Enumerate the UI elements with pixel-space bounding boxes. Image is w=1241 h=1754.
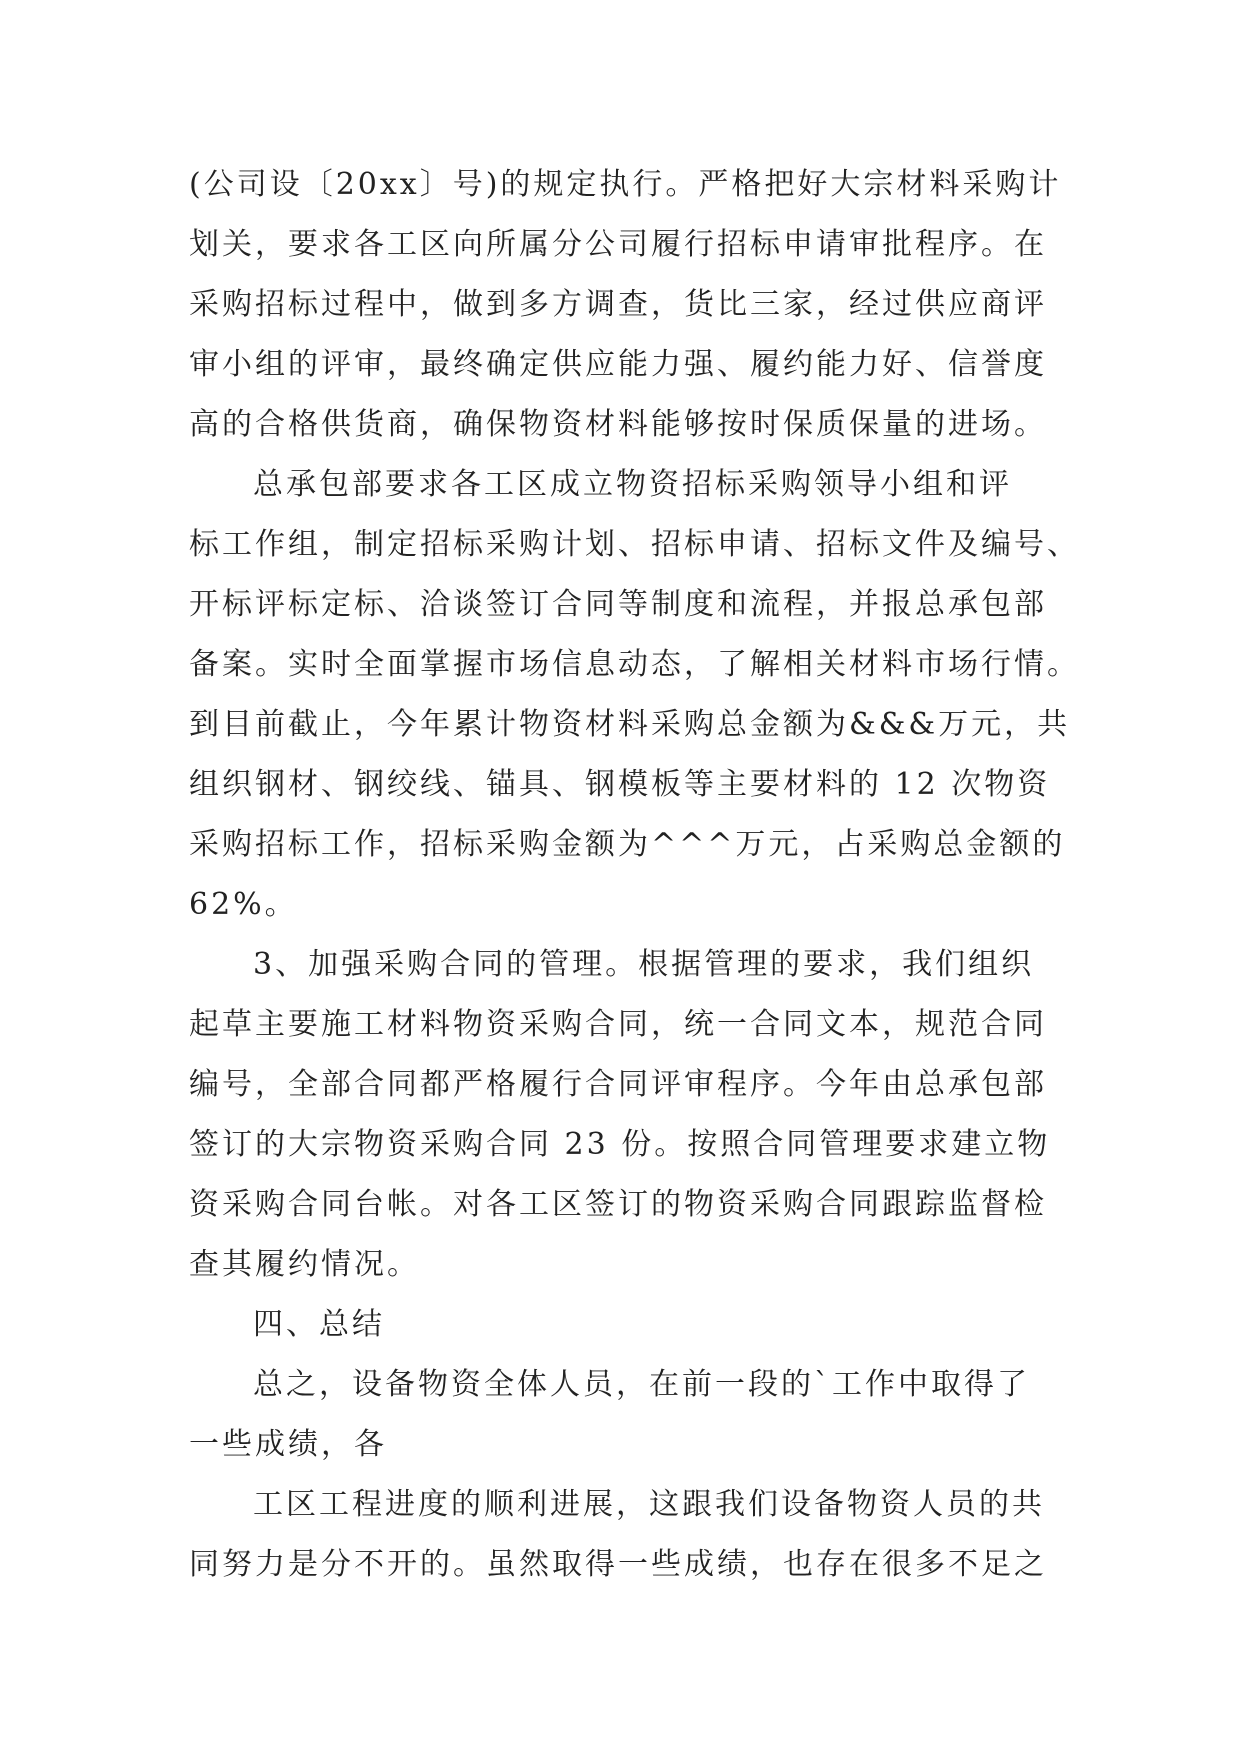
text-line: 总承包部要求各工区成立物资招标采购领导小组和评 xyxy=(253,467,1012,502)
text-line: 高的合格供货商，确保物资材料能够按时保质保量的进场。 xyxy=(189,407,1047,442)
text-line: 编号，全部合同都严格履行合同评审程序。今年由总承包部 xyxy=(189,1067,1047,1102)
text-line: 开标评标定标、洽谈签订合同等制度和流程，并报总承包部 xyxy=(189,587,1047,622)
text-line: 工区工程进度的顺利进展，这跟我们设备物资人员的共 xyxy=(253,1487,1045,1522)
text-line: 一些成绩，各 xyxy=(189,1427,387,1462)
text-line: 采购招标工作，招标采购金额为^^^万元，占采购总金额的 xyxy=(189,827,1066,862)
paragraph-procurement-bidding xyxy=(189,155,1069,455)
paragraph-summary-body xyxy=(189,1475,1069,1595)
section-heading: 四、总结 xyxy=(253,1307,385,1342)
text-line: 标工作组，制定招标采购计划、招标申请、招标文件及编号、 xyxy=(189,527,1080,562)
text-line: 起草主要施工材料物资采购合同，统一合同文本，规范合同 xyxy=(189,1007,1047,1042)
text-line: 备案。实时全面掌握市场信息动态，了解相关材料市场行情。 xyxy=(189,647,1080,682)
document-body xyxy=(189,155,1080,1595)
text-line: 签订的大宗物资采购合同 23 份。按照合同管理要求建立物 xyxy=(189,1127,1051,1162)
text-line: 组织钢材、钢绞线、锚具、钢模板等主要材料的 12 次物资 xyxy=(189,767,1051,802)
text-line: 同努力是分不开的。虽然取得一些成绩，也存在很多不足之 xyxy=(189,1547,1047,1582)
text-line: 62%。 xyxy=(189,887,298,922)
text-line: 采购招标过程中，做到多方调查，货比三家，经过供应商评 xyxy=(189,287,1047,322)
text-line: 资采购合同台帐。对各工区签订的物资采购合同跟踪监督检 xyxy=(189,1187,1047,1222)
text-line: 到目前截止，今年累计物资材料采购总金额为&&&万元，共 xyxy=(189,707,1071,742)
paragraph-general-contract-requirements xyxy=(189,455,1080,935)
text-line: 审小组的评审，最终确定供应能力强、履约能力好、信誉度 xyxy=(189,347,1047,382)
text-line: 划关，要求各工区向所属分公司履行招标申请审批程序。在 xyxy=(189,227,1047,262)
text-line: 3、加强采购合同的管理。根据管理的要求，我们组织 xyxy=(253,947,1035,982)
text-line: 总之，设备物资全体人员，在前一段的`工作中取得了 xyxy=(253,1367,1030,1402)
paragraph-contract-management xyxy=(189,935,1069,1295)
paragraph-summary-intro xyxy=(189,1355,1069,1475)
text-line: 查其履约情况。 xyxy=(189,1247,420,1282)
section-heading-summary xyxy=(189,1295,1069,1355)
text-line: (公司设〔20xx〕号)的规定执行。严格把好大宗材料采购计 xyxy=(189,167,1062,202)
